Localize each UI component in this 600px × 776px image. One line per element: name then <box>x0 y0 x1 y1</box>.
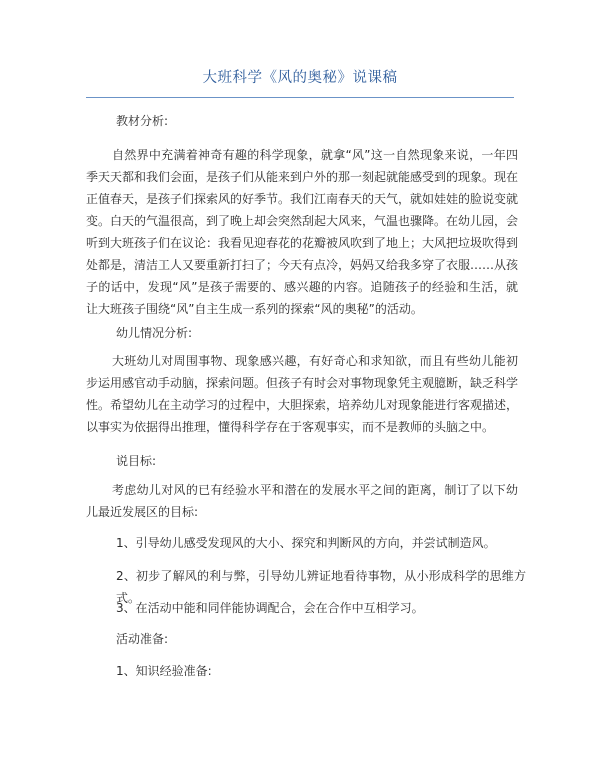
goal-item: 1、引导幼儿感受发现风的大小、探究和判断风的方向，并尝试制造风。 <box>116 536 496 550</box>
paragraph-children: 大班幼儿对周围事物、现象感兴趣，有好奇心和求知欲，而且有些幼儿能初步运用感官动手动脑，探索问题。但孩子有时会对事物现象凭主观臆断，缺乏科学性。希望幼儿在主动学习的过程中，大胆探索，培养幼儿对现象能进行客观描述，以事实为依据得出推理，懂得科学存在于客观事实，而不是教师的头脑之中。 <box>86 354 519 434</box>
section-heading-children: 幼儿情况分析: <box>116 326 193 340</box>
section-heading-prep: 活动准备: <box>116 632 169 646</box>
section-heading-goals: 说目标: <box>116 454 157 468</box>
prep-item: 1、知识经验准备: <box>116 664 212 678</box>
goal-item: 2、初步了解风的利与弊，引导幼儿辨证地看待事物，从小形成科学的思维方式。 <box>116 569 526 605</box>
paragraph-goals: 考虑幼儿对风的已有经验水平和潜在的发展水平之间的距离，制订了以下幼儿最近发展区的目标: <box>86 483 518 519</box>
goal-item: 3、在活动中能和同伴能协调配合，会在合作中互相学习。 <box>116 601 424 615</box>
document-title: 大班科学《风的奥秘》说课稿 <box>202 70 398 86</box>
title-underline <box>86 97 514 98</box>
section-heading-materials: 教材分析: <box>116 114 169 128</box>
paragraph-materials: 自然界中充满着神奇有趣的科学现象，就拿“风”这一自然现象来说，一年四季天天都和我们会面，是孩子们从能来到户外的那一刻起就能感受到的现象。现在正值春天，是孩子们探索风的好季节。我们江南春天的天气，就如娃娃的脸说变就变。白天的气温很高，到了晚上却会突然刮起大风来，气温也骤降。在幼儿园，会听到大班孩子们在议论：我看见迎春花的花瓣被风吹到了地上；大风把垃圾吹得到处都是，清洁工人又要重新打扫了；今天有点冷，妈妈又给我多穿了衣服……从孩子的话中，发现“风”是孩子需要的、感兴趣的内容。追随孩子的经验和生活，就让大班孩子围绕“风”自主生成一系列的探索“风的奥秘”的活动。 <box>86 148 519 316</box>
